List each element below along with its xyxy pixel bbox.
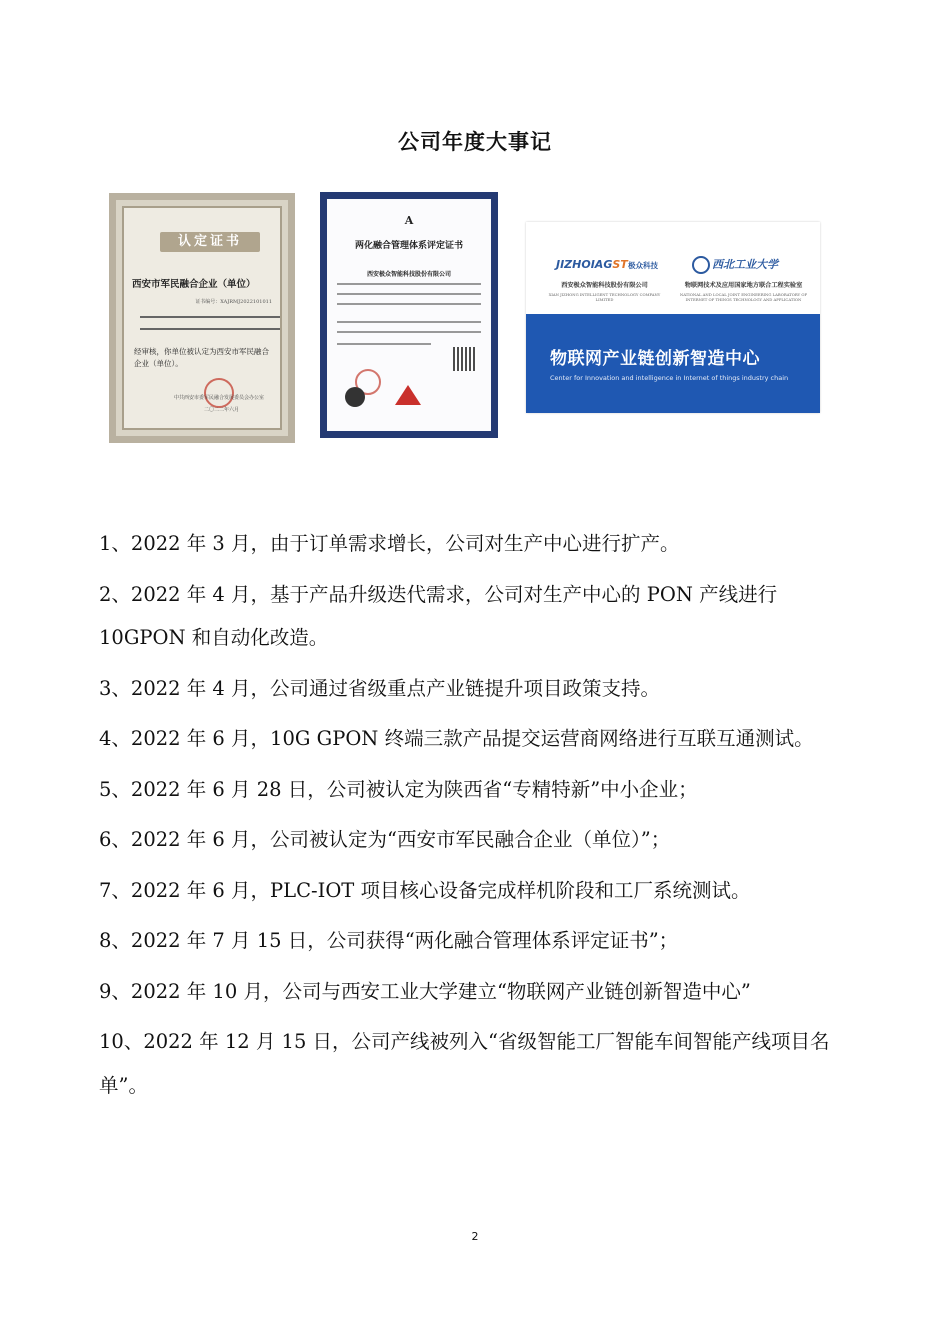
banner-blue-panel: [526, 314, 820, 413]
jizhong-logo: JIZHOIAGST: [556, 258, 628, 271]
certificate-date: 二〇二二年六月: [204, 407, 240, 413]
certificate-grade: A: [404, 214, 414, 227]
event-item: 8、2022 年 7 月 15 日，公司获得“两化融合管理体系评定证书”；: [99, 929, 679, 952]
red-seal-icon: [204, 378, 234, 408]
certificate-company: 西安极众智能科技股份有限公司: [366, 271, 451, 278]
event-item: 10、2022 年 12 月 15 日，公司产线被列入“省级智能工厂智能车间智能产线项目名单”。: [99, 1030, 830, 1097]
certificate-text-line: [140, 328, 280, 330]
military-civil-certificate-image: [109, 193, 295, 443]
certificate-text-line: [337, 331, 481, 333]
certificate-text-line: [337, 283, 481, 285]
certificate-text-line: [337, 321, 481, 323]
event-item: 9、2022 年 10 月，公司与西安工业大学建立“物联网产业链创新智造中心”: [99, 979, 751, 1003]
company-name: 西安极众智能科技股份有限公司: [561, 282, 648, 289]
event-item: 1、2022 年 3 月，由于订单需求增长，公司对生产中心进行扩产。: [99, 532, 680, 555]
accreditation-logo-icon: [395, 385, 421, 405]
certificate-text-line: [337, 293, 481, 295]
page-title: 公司年度大事记: [398, 130, 552, 154]
certificate-text-line: [140, 316, 280, 318]
lab-name-en: NATIONAL AND LOCAL JOINT ENGINEERING LABORATORY OF INTERNET OF THINGS TECHNOLOGY AND APPLICATION: [679, 292, 808, 302]
event-list: [99, 522, 859, 1114]
iot-innovation-center-banner: [526, 222, 820, 413]
center-name: 物联网产业链创新智造中心: [550, 349, 760, 369]
accreditation-badge-icon: [345, 387, 365, 407]
banner-logo-area: [526, 222, 820, 314]
lab-name: 物联网技术及应用国家地方联合工程实验室: [684, 282, 803, 289]
page-number: 2: [471, 1230, 479, 1243]
center-name-en: Center for Innovation and intelligence in Internet of things industry chain: [550, 374, 789, 382]
certificate-text-line: [337, 303, 481, 305]
university-logo-text: 西北工业大学: [712, 258, 778, 271]
event-item: 5、2022 年 6 月 28 日，公司被认定为陕西省“专精特新”中小企业；: [99, 777, 698, 801]
certificate-paper: [327, 199, 491, 431]
university-emblem-icon: [692, 256, 710, 274]
certificate-number: 证书编号：XAJRMJ2022101011: [195, 299, 272, 305]
certificate-text-line: [337, 343, 431, 345]
certificate-inner-frame: [122, 206, 282, 430]
certificate-paragraph: 经审核，你单位被认定为西安市军民融合企业（单位）。: [134, 347, 269, 368]
certificate-title: 两化融合管理体系评定证书: [354, 241, 463, 251]
qr-code-icon: [453, 347, 477, 371]
company-name-en: XIAN JIZHONG INTELLIGENT TECHNOLOGY COMPANY LIMITED: [548, 292, 661, 302]
event-item: 7、2022 年 6 月，PLC-IOT 项目核心设备完成样机阶段和工厂系统测试。: [99, 878, 751, 902]
certificate-title: 认定证书: [160, 232, 260, 252]
jizhong-logo-cn: 极众科技: [628, 261, 658, 270]
event-item: 6、2022 年 6 月，公司被认定为“西安市军民融合企业（单位）”；: [99, 828, 671, 851]
certificate-corp: 西安市军民融合企业（单位）: [132, 279, 256, 290]
event-item: 2、2022 年 4 月，基于产品升级迭代需求，公司对生产中心的 PON 产线进行 10GPON 和自动化改造。: [99, 582, 778, 649]
certificate-issuer: 中共西安市委军民融合发展委员会办公室: [174, 395, 265, 401]
integration-certificate-image: [320, 192, 498, 438]
event-item: 4、2022 年 6 月，10G GPON 终端三款产品提交运营商网络进行互联互通测试。: [99, 727, 814, 750]
event-item: 3、2022 年 4 月，公司通过省级重点产业链提升项目政策支持。: [99, 676, 661, 700]
